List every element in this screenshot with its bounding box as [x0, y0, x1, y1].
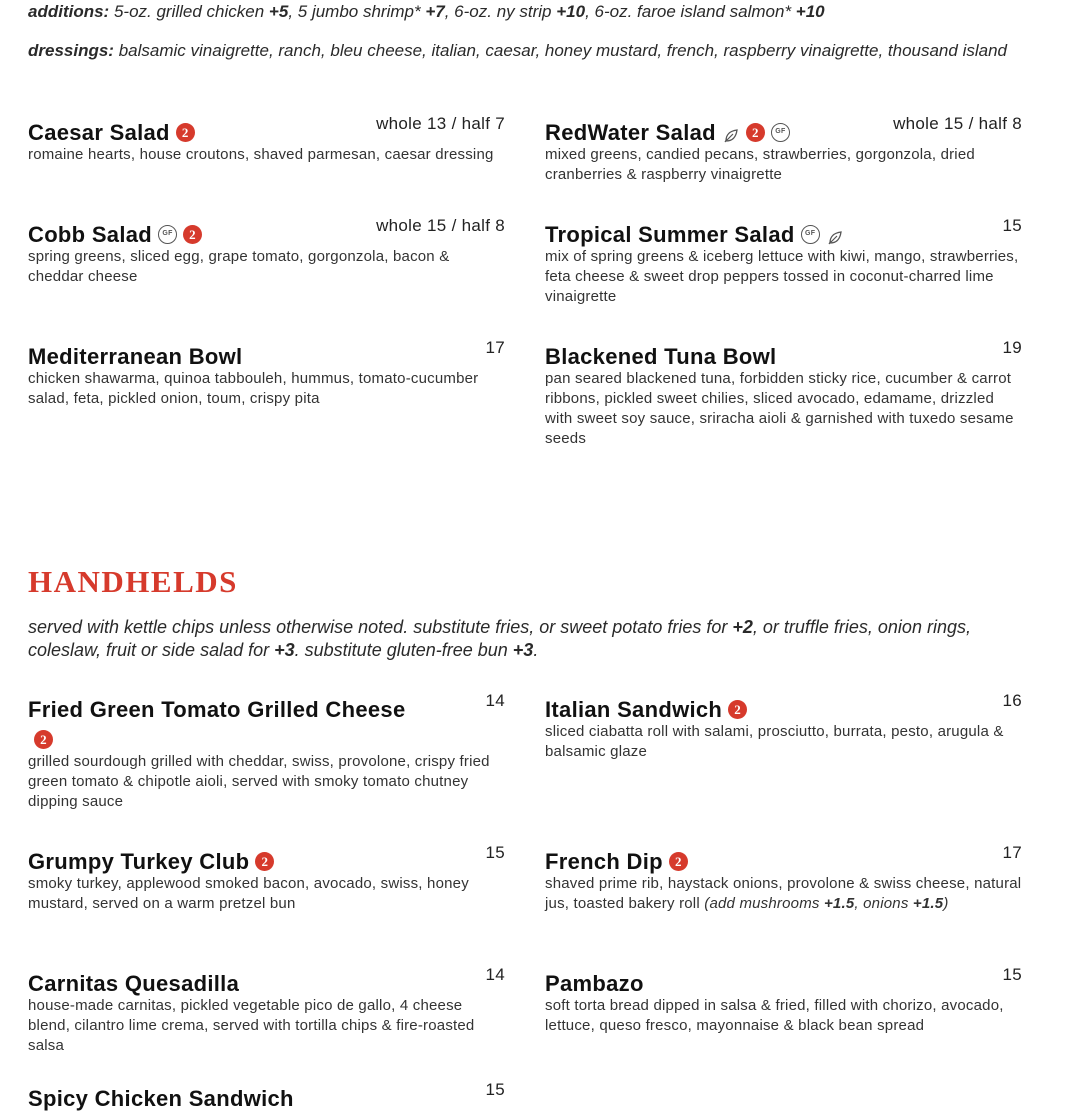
- item-title: Tropical Summer Salad GF: [545, 220, 945, 250]
- item-description: shaved prime rib, haystack onions, provolone & swiss cheese, natural jus, toasted bakery roll (add mushrooms +1.5, onions +1.5): [545, 875, 1022, 912]
- addition-name: 6-oz. ny strip: [449, 2, 557, 21]
- two-badge-icon: 2: [183, 225, 202, 244]
- addition-price: +10: [556, 2, 586, 21]
- item-description: spring greens, sliced egg, grape tomato, gorgonzola, bacon & cheddar cheese: [28, 248, 450, 285]
- item-price: 14: [485, 965, 505, 984]
- item-description: sliced ciabatta roll with salami, prosciutto, burrata, pesto, arugula & balsamic glaze: [545, 723, 1004, 760]
- item-title: French Dip 2: [545, 847, 945, 877]
- item-description: mixed greens, candied pecans, strawberries, gorgonzola, dried cranberries & raspberry vinaigrette: [545, 146, 975, 183]
- menu-item-cobb-salad: [28, 216, 505, 287]
- item-price: whole 15 / half 8: [893, 114, 1022, 133]
- item-price: 15: [485, 843, 505, 862]
- item-price: whole 13 / half 7: [376, 114, 505, 133]
- addition-name: 6-oz. faroe island salmon*: [589, 2, 796, 21]
- item-price: 15: [1002, 216, 1022, 235]
- item-description: house-made carnitas, pickled vegetable pico de gallo, 4 cheese blend, cilantro lime crema, served with tortilla chips & fire-roasted salsa: [28, 997, 475, 1054]
- addition-name: 5-oz. grilled chicken: [113, 2, 269, 21]
- item-title: Grumpy Turkey Club 2: [28, 847, 428, 877]
- handhelds-note: served with kettle chips unless otherwise noted. substitute fries, or sweet potato fries for +2, or truffle fries, onion rings, coleslaw, fruit or side salad for +3. substitute gluten-free bun +3.: [28, 617, 971, 660]
- item-price: 14: [485, 691, 505, 710]
- item-title: Carnitas Quesadilla: [28, 971, 240, 996]
- dressings-label: dressings:: [28, 41, 114, 60]
- dressings-text: balsamic vinaigrette, ranch, bleu cheese, italian, caesar, honey mustard, french, raspberry vinaigrette, thousand island: [118, 41, 1007, 60]
- additions-line: [28, 1, 1028, 23]
- vegetarian-leaf-icon: [826, 225, 844, 243]
- addition-price: +10: [795, 2, 825, 21]
- menu-item-redwater-salad: [545, 114, 1022, 185]
- menu-item-fried-green-tomato-grilled-cheese: [28, 691, 505, 812]
- menu-item-italian-sandwich: [545, 691, 1022, 762]
- menu-item-carnitas-quesadilla: [28, 965, 505, 1056]
- add-ons-note: (add mushrooms +1.5, onions +1.5): [704, 895, 949, 912]
- gluten-free-icon: GF: [801, 225, 820, 244]
- item-description: grilled sourdough grilled with cheddar, swiss, provolone, crispy fried green tomato & chipotle aioli, served with smoky tomato chutney dipping sauce: [28, 753, 490, 810]
- item-title: Cobb Salad GF 2: [28, 220, 428, 250]
- addition-name: 5 jumbo shrimp*: [293, 2, 426, 21]
- item-title: Spicy Chicken Sandwich: [28, 1086, 294, 1111]
- item-description: mix of spring greens & iceberg lettuce with kiwi, mango, strawberries, feta cheese & sweet drop peppers tossed in coconut-charred lime vinaigrette: [545, 248, 1019, 305]
- item-price: 15: [1002, 965, 1022, 984]
- item-description: soft torta bread dipped in salsa & fried, filled with chorizo, avocado, lettuce, queso fresco, mayonnaise & black bean spread: [545, 997, 1004, 1034]
- item-title: Pambazo: [545, 971, 644, 996]
- vegetarian-leaf-icon: [722, 123, 740, 141]
- item-description: romaine hearts, house croutons, shaved parmesan, caesar dressing: [28, 146, 494, 163]
- two-badge-icon: 2: [34, 730, 53, 749]
- item-description: chicken shawarma, quinoa tabbouleh, hummus, tomato-cucumber salad, feta, pickled onion, toum, crispy pita: [28, 370, 479, 407]
- item-price: 16: [1002, 691, 1022, 710]
- item-description: pan seared blackened tuna, forbidden sticky rice, cucumber & carrot ribbons, pickled sweet chilies, sliced avocado, edamame, drizzled with sweet soy sauce, sriracha aioli & garnished with tuxedo sesame seeds: [545, 370, 1014, 447]
- two-badge-icon: 2: [728, 700, 747, 719]
- menu-item-tropical-summer-salad: [545, 216, 1022, 307]
- item-title: Fried Green Tomato Grilled Cheese2: [28, 697, 406, 747]
- dressings-line: [28, 40, 1028, 62]
- two-badge-icon: 2: [176, 123, 195, 142]
- section-title-handhelds: HANDHELDS: [28, 564, 238, 599]
- two-badge-icon: 2: [746, 123, 765, 142]
- menu-item-french-dip: [545, 843, 1022, 914]
- menu-item-mediterranean-bowl: [28, 338, 505, 409]
- menu-item-spicy-chicken-sandwich: [28, 1080, 505, 1114]
- item-title: Caesar Salad 2: [28, 118, 428, 148]
- item-price: 17: [1002, 843, 1022, 862]
- gluten-free-icon: GF: [771, 123, 790, 142]
- item-price: whole 15 / half 8: [376, 216, 505, 235]
- additions-label: additions:: [28, 2, 110, 21]
- item-price: 17: [485, 338, 505, 357]
- addition-price: +7: [425, 2, 445, 21]
- item-title: RedWater Salad 2 GF: [545, 118, 945, 148]
- item-title: Blackened Tuna Bowl: [545, 344, 777, 369]
- two-badge-icon: 2: [669, 852, 688, 871]
- two-badge-icon: 2: [255, 852, 274, 871]
- menu-item-grumpy-turkey-club: [28, 843, 505, 914]
- item-price: 19: [1002, 338, 1022, 357]
- menu-item-pambazo: [545, 965, 1022, 1036]
- gluten-free-icon: GF: [158, 225, 177, 244]
- additions-list: 5-oz. grilled chicken +5, 5 jumbo shrimp* +7, 6-oz. ny strip +10, 6-oz. faroe island salmon* +10: [113, 2, 825, 21]
- item-title: Mediterranean Bowl: [28, 344, 243, 369]
- item-description: smoky turkey, applewood smoked bacon, avocado, swiss, honey mustard, served on a warm pretzel bun: [28, 875, 469, 912]
- menu-item-caesar-salad: [28, 114, 505, 165]
- item-title: Italian Sandwich 2: [545, 695, 945, 725]
- addition-price: +5: [268, 2, 289, 21]
- item-price: 15: [485, 1080, 505, 1099]
- menu-item-blackened-tuna-bowl: [545, 338, 1022, 449]
